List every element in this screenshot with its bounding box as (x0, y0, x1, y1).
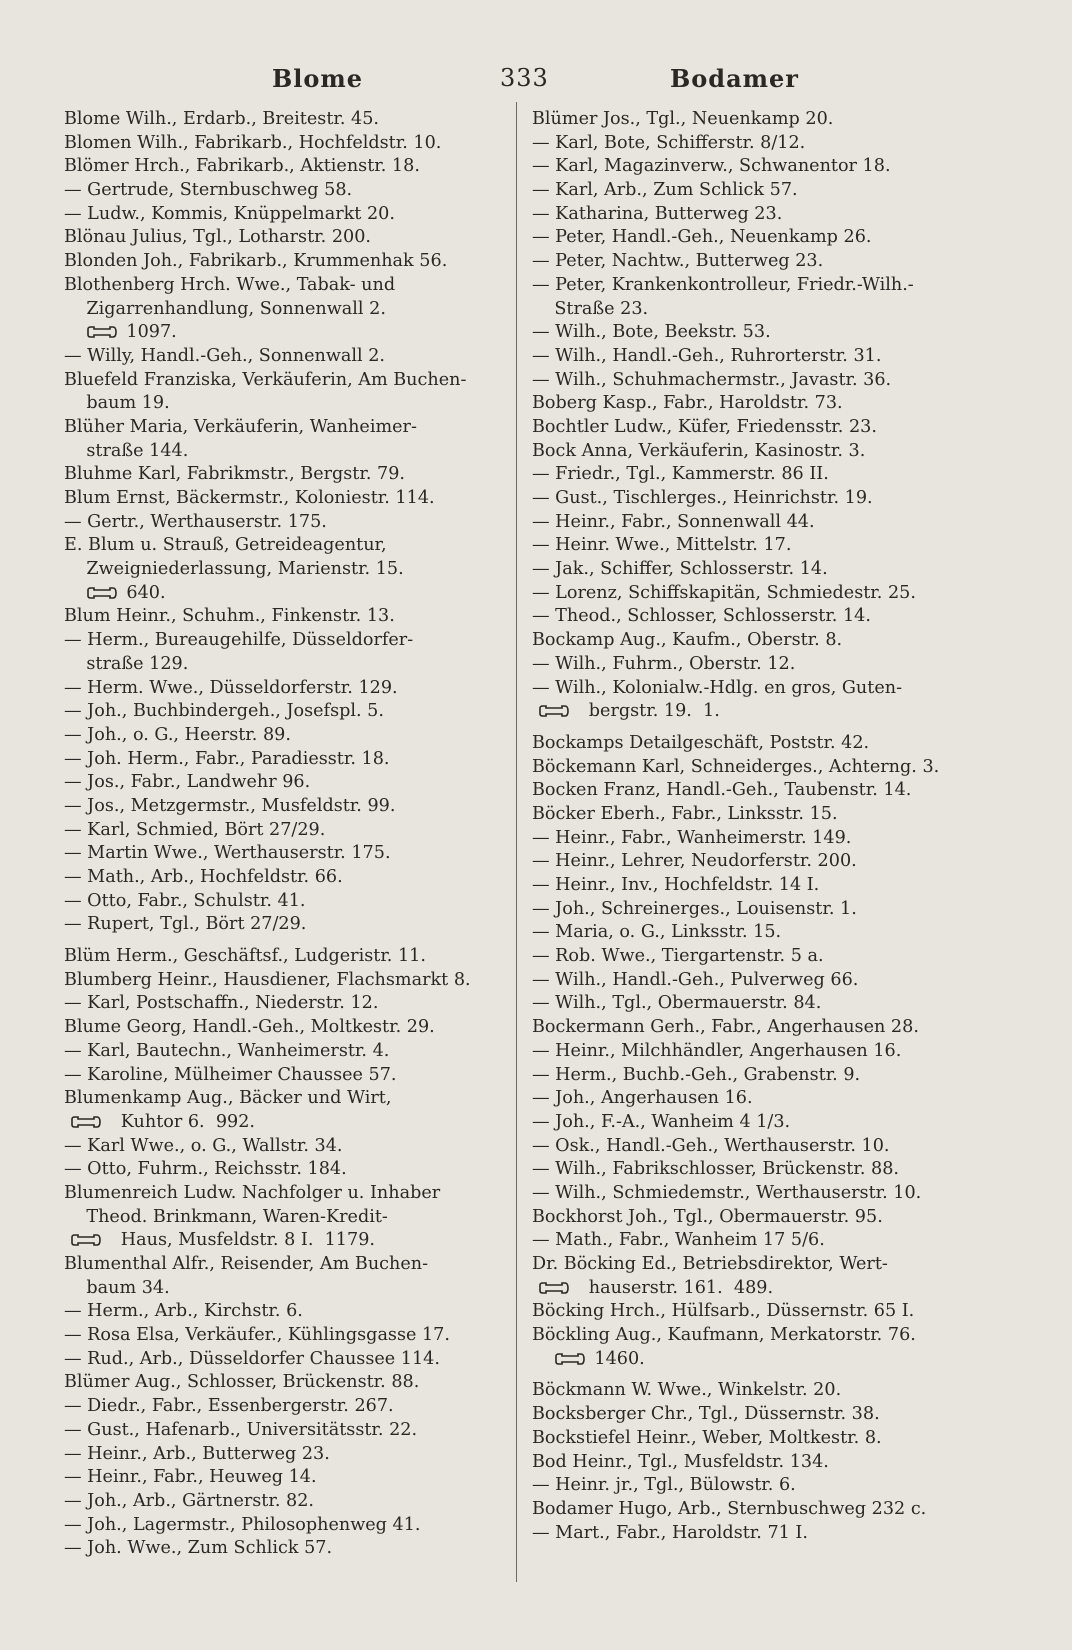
directory-entry: Dr. Böcking Ed., Betriebsdirektor, Wert- (532, 1254, 888, 1274)
page-number: 333 (500, 64, 549, 92)
directory-entry: — Rud., Arb., Düsseldorfer Chaussee 114. (64, 1348, 440, 1369)
directory-entry: — Ludw., Kommis, Knüppelmarkt 20. (64, 203, 395, 224)
directory-entry: — Wilh., Fabrikschlosser, Brückenstr. 88. (532, 1159, 900, 1180)
telephone-icon (538, 1281, 572, 1295)
directory-entry: — Wilh., Bote, Beekstr. 53. (532, 322, 771, 343)
directory-entry: — Mart., Fabr., Haroldstr. 71 I. (532, 1522, 808, 1543)
directory-entry (64, 321, 504, 345)
directory-entry: — Gust., Tischlerges., Heinrichstr. 19. (532, 488, 873, 508)
directory-entry: — Heinr., Arb., Butterweg 23. (64, 1443, 330, 1464)
directory-entry: Blömer Hrch., Fabrikarb., Aktienstr. 18. (64, 156, 420, 177)
directory-entry: Zweigniederlassung, Marienstr. 15. (64, 559, 404, 580)
telephone-icon (70, 1233, 104, 1247)
directory-entry: Bockermann Gerh., Fabr., Angerhausen 28. (532, 1017, 919, 1038)
telephone-icon (86, 325, 120, 339)
directory-entry: Blumenkamp Aug., Bäcker und Wirt, (64, 1088, 392, 1109)
phone-number: hauserstr. 161. 489. (577, 1277, 774, 1298)
directory-entry: — Peter, Nachtw., Butterweg 23. (532, 251, 824, 272)
directory-entry: — Math., Arb., Hochfeldstr. 66. (64, 867, 343, 887)
directory-entry: — Heinr., Fabr., Sonnenwall 44. (532, 511, 815, 532)
directory-entry: — Rosa Elsa, Verkäufer., Kühlingsgasse 17. (64, 1325, 450, 1346)
directory-entry: — Maria, o. G., Linksstr. 15. (532, 922, 782, 943)
directory-entry: — Heinr. Wwe., Mittelstr. 17. (532, 535, 792, 556)
directory-entry: — Karl, Postschaffn., Niederstr. 12. (64, 993, 379, 1014)
directory-entry: — Heinr., Fabr., Heuweg 14. (64, 1467, 317, 1488)
directory-entry: — Lorenz, Schiffskapitän, Schmiedestr. 25. (532, 582, 916, 603)
directory-entry: Bockstiefel Heinr., Weber, Moltkestr. 8. (532, 1427, 882, 1448)
directory-entry: Bluefeld Franziska, Verkäuferin, Am Buchen- (64, 369, 467, 390)
phone-number: Kuhtor 6. 992. (109, 1111, 256, 1132)
directory-entry: Blümer Aug., Schlosser, Brückenstr. 88. (64, 1372, 420, 1393)
directory-entry: — Heinr., Fabr., Wanheimerstr. 149. (532, 827, 852, 848)
directory-entry: — Friedr., Tgl., Kammerstr. 86 II. (532, 464, 829, 485)
directory-entry: Bocksberger Chr., Tgl., Düssernstr. 38. (532, 1404, 880, 1425)
section-gap (64, 937, 504, 945)
directory-entry: — Heinr., Milchhändler, Angerhausen 16. (532, 1040, 902, 1061)
directory-entry: — Wilh., Kolonialw.-Hdlg. en gros, Guten- (532, 677, 903, 698)
phone-number: 1097. (126, 322, 177, 343)
directory-entry: — Herm., Bureaugehilfe, Düsseldorfer- (64, 630, 414, 651)
directory-entry: — Karl, Magazinverw., Schwanentor 18. (532, 156, 891, 177)
directory-entry: — Heinr., Inv., Hochfeldstr. 14 I. (532, 875, 820, 895)
directory-entry: — Wilh., Handl.-Geh., Pulverweg 66. (532, 969, 859, 990)
directory-entry: — Joh., Schreinerges., Louisenstr. 1. (532, 898, 857, 919)
directory-entry: Blumenthal Alfr., Reisender, Am Buchen- (64, 1254, 429, 1274)
directory-entry: Bockhorst Joh., Tgl., Obermauerstr. 95. (532, 1206, 883, 1227)
directory-entry: — Wilh., Schuhmachermstr., Javastr. 36. (532, 369, 892, 390)
directory-entry: — Herm., Arb., Kirchstr. 6. (64, 1301, 303, 1322)
directory-entry: Blome Wilh., Erdarb., Breitestr. 45. (64, 109, 380, 129)
directory-entry: — Jos., Fabr., Landwehr 96. (64, 772, 311, 793)
directory-entry: Böckling Aug., Kaufmann, Merkatorstr. 76. (532, 1325, 916, 1346)
directory-entry: — Karl, Bautechn., Wanheimerstr. 4. (64, 1040, 390, 1061)
directory-entry: Böckemann Karl, Schneiderges., Achterng. 3. (532, 756, 940, 777)
directory-entry: E. Blum u. Strauß, Getreideagentur, (64, 535, 387, 556)
directory-entry: — Herm. Wwe., Düsseldorferstr. 129. (64, 677, 398, 698)
directory-entry: Zigarrenhandlung, Sonnenwall 2. (64, 298, 386, 319)
directory-entry: — Wilh., Tgl., Obermauerstr. 84. (532, 993, 822, 1014)
directory-entry: Böcker Eberh., Fabr., Linksstr. 15. (532, 803, 838, 824)
directory-entry: straße 129. (64, 653, 189, 674)
directory-entry: — Wilh., Schmiedemstr., Werthauserstr. 10. (532, 1182, 922, 1203)
directory-entry: — Rupert, Tgl., Bört 27/29. (64, 914, 307, 935)
directory-entry: — Joh., Arb., Gärtnerstr. 82. (64, 1490, 315, 1511)
directory-entry: Blothenberg Hrch. Wwe., Tabak- und (64, 274, 396, 295)
directory-entry: Blönau Julius, Tgl., Lotharstr. 200. (64, 227, 371, 248)
directory-entry: Blüm Herm., Geschäftsf., Ludgeristr. 11. (64, 946, 426, 967)
column-divider (516, 102, 517, 1582)
directory-entry: — Gertrude, Sternbuschweg 58. (64, 180, 353, 201)
directory-entry: — Rob. Wwe., Tiergartenstr. 5 a. (532, 946, 824, 967)
directory-entry (64, 582, 504, 606)
phone-number: Haus, Musfeldstr. 8 I. 1179. (109, 1230, 375, 1251)
directory-entry: — Gust., Hafenarb., Universitätsstr. 22. (64, 1419, 418, 1440)
left-column (64, 108, 504, 1561)
directory-entry: — Joh., Angerhausen 16. (532, 1088, 753, 1109)
directory-entry: — Joh., o. G., Heerstr. 89. (64, 724, 291, 745)
directory-entry: Bodamer Hugo, Arb., Sternbuschweg 232 c. (532, 1498, 927, 1519)
directory-entry: straße 144. (64, 440, 189, 461)
directory-entry (64, 1111, 504, 1135)
directory-entry: Böcking Hrch., Hülfsarb., Düssernstr. 65 I. (532, 1301, 915, 1322)
directory-entry: — Wilh., Handl.-Geh., Ruhrorterstr. 31. (532, 345, 882, 366)
directory-entry: — Joh., Lagermstr., Philosophenweg 41. (64, 1514, 421, 1535)
directory-entry: — Heinr., Lehrer, Neudorferstr. 200. (532, 851, 857, 872)
directory-entry: — Diedr., Fabr., Essenbergerstr. 267. (64, 1396, 394, 1417)
directory-entry: — Martin Wwe., Werthauserstr. 175. (64, 843, 391, 864)
directory-entry: — Jos., Metzgermstr., Musfeldstr. 99. (64, 795, 396, 816)
directory-entry: Theod. Brinkmann, Waren-Kredit- (64, 1206, 388, 1227)
directory-entry: Bockamp Aug., Kaufm., Oberstr. 8. (532, 630, 843, 651)
directory-entry (532, 700, 972, 724)
directory-entry: — Katharina, Butterweg 23. (532, 203, 783, 224)
directory-entry: — Otto, Fuhrm., Reichsstr. 184. (64, 1159, 347, 1180)
directory-entry: Blümer Jos., Tgl., Neuenkamp 20. (532, 109, 834, 129)
header-right-keyword: Bodamer (670, 64, 799, 93)
directory-entry: Blumenreich Ludw. Nachfolger u. Inhaber (64, 1182, 441, 1203)
directory-entry (532, 1348, 972, 1372)
telephone-icon (538, 704, 572, 718)
directory-entry: Bochtler Ludw., Küfer, Friedensstr. 23. (532, 416, 877, 437)
directory-entry: — Osk., Handl.-Geh., Werthauserstr. 10. (532, 1135, 890, 1156)
directory-entry: — Jak., Schiffer, Schlosserstr. 14. (532, 559, 828, 580)
directory-entry: Blume Georg, Handl.-Geh., Moltkestr. 29. (64, 1017, 435, 1038)
directory-entry: — Karl, Bote, Schifferstr. 8/12. (532, 132, 806, 153)
directory-entry: baum 19. (64, 393, 170, 414)
directory-entry: — Math., Fabr., Wanheim 17 5/6. (532, 1230, 825, 1251)
directory-entry: — Gertr., Werthauserstr. 175. (64, 511, 327, 532)
telephone-icon (554, 1352, 588, 1366)
directory-entry: — Peter, Krankenkontrolleur, Friedr.-Wilh.- (532, 274, 914, 295)
directory-entry: — Theod., Schlosser, Schlosserstr. 14. (532, 606, 871, 627)
directory-entry: Blüher Maria, Verkäuferin, Wanheimer- (64, 416, 417, 437)
directory-entry: Blonden Joh., Fabrikarb., Krummenhak 56. (64, 251, 448, 272)
directory-entry: — Heinr. jr., Tgl., Bülowstr. 6. (532, 1475, 796, 1496)
directory-entry: — Wilh., Fuhrm., Oberstr. 12. (532, 653, 796, 674)
directory-entry: Bock Anna, Verkäuferin, Kasinostr. 3. (532, 440, 866, 461)
directory-entry: — Willy, Handl.-Geh., Sonnenwall 2. (64, 345, 386, 366)
directory-entry: — Herm., Buchb.-Geh., Grabenstr. 9. (532, 1064, 861, 1085)
directory-entry: Bockamps Detailgeschäft, Poststr. 42. (532, 732, 870, 753)
phone-number: 1460. (594, 1348, 645, 1369)
directory-entry: — Peter, Handl.-Geh., Neuenkamp 26. (532, 227, 872, 248)
directory-entry: — Joh., Buchbindergeh., Josefspl. 5. (64, 701, 384, 722)
right-column (532, 108, 972, 1545)
directory-entry (532, 1277, 972, 1301)
directory-entry: Blum Heinr., Schuhm., Finkenstr. 13. (64, 606, 395, 627)
section-gap (532, 724, 972, 732)
directory-entry: Straße 23. (532, 298, 649, 319)
directory-entry: Bod Heinr., Tgl., Musfeldstr. 134. (532, 1451, 829, 1472)
directory-entry: — Karl, Schmied, Bört 27/29. (64, 819, 326, 840)
directory-entry: Böckmann W. Wwe., Winkelstr. 20. (532, 1380, 842, 1401)
directory-entry: — Karl Wwe., o. G., Wallstr. 34. (64, 1135, 343, 1156)
directory-entry: — Joh., F.-A., Wanheim 4 1/3. (532, 1111, 791, 1132)
directory-entry: Blum Ernst, Bäckermstr., Koloniestr. 114. (64, 488, 435, 508)
directory-entry: — Karoline, Mülheimer Chaussee 57. (64, 1064, 397, 1085)
telephone-icon (70, 1115, 104, 1129)
directory-entry (64, 1229, 504, 1253)
directory-entry: baum 34. (64, 1277, 170, 1298)
header-left-keyword: Blome (272, 64, 364, 93)
directory-entry: — Joh. Herm., Fabr., Paradiesstr. 18. (64, 748, 390, 769)
telephone-icon (86, 586, 120, 600)
directory-entry: Blomen Wilh., Fabrikarb., Hochfeldstr. 10. (64, 132, 442, 153)
directory-entry: Bocken Franz, Handl.-Geh., Taubenstr. 14. (532, 780, 912, 801)
phone-number: bergstr. 19. 1. (577, 701, 720, 722)
section-gap (532, 1371, 972, 1379)
page-header (0, 60, 1072, 100)
directory-entry: Blumberg Heinr., Hausdiener, Flachsmarkt 8. (64, 969, 471, 990)
directory-entry: Bluhme Karl, Fabrikmstr., Bergstr. 79. (64, 464, 406, 485)
directory-entry: — Joh. Wwe., Zum Schlick 57. (64, 1538, 333, 1559)
directory-entry: — Otto, Fabr., Schulstr. 41. (64, 890, 306, 911)
directory-entry: — Karl, Arb., Zum Schlick 57. (532, 180, 798, 201)
phone-number: 640. (126, 582, 166, 603)
directory-entry: Boberg Kasp., Fabr., Haroldstr. 73. (532, 393, 843, 414)
